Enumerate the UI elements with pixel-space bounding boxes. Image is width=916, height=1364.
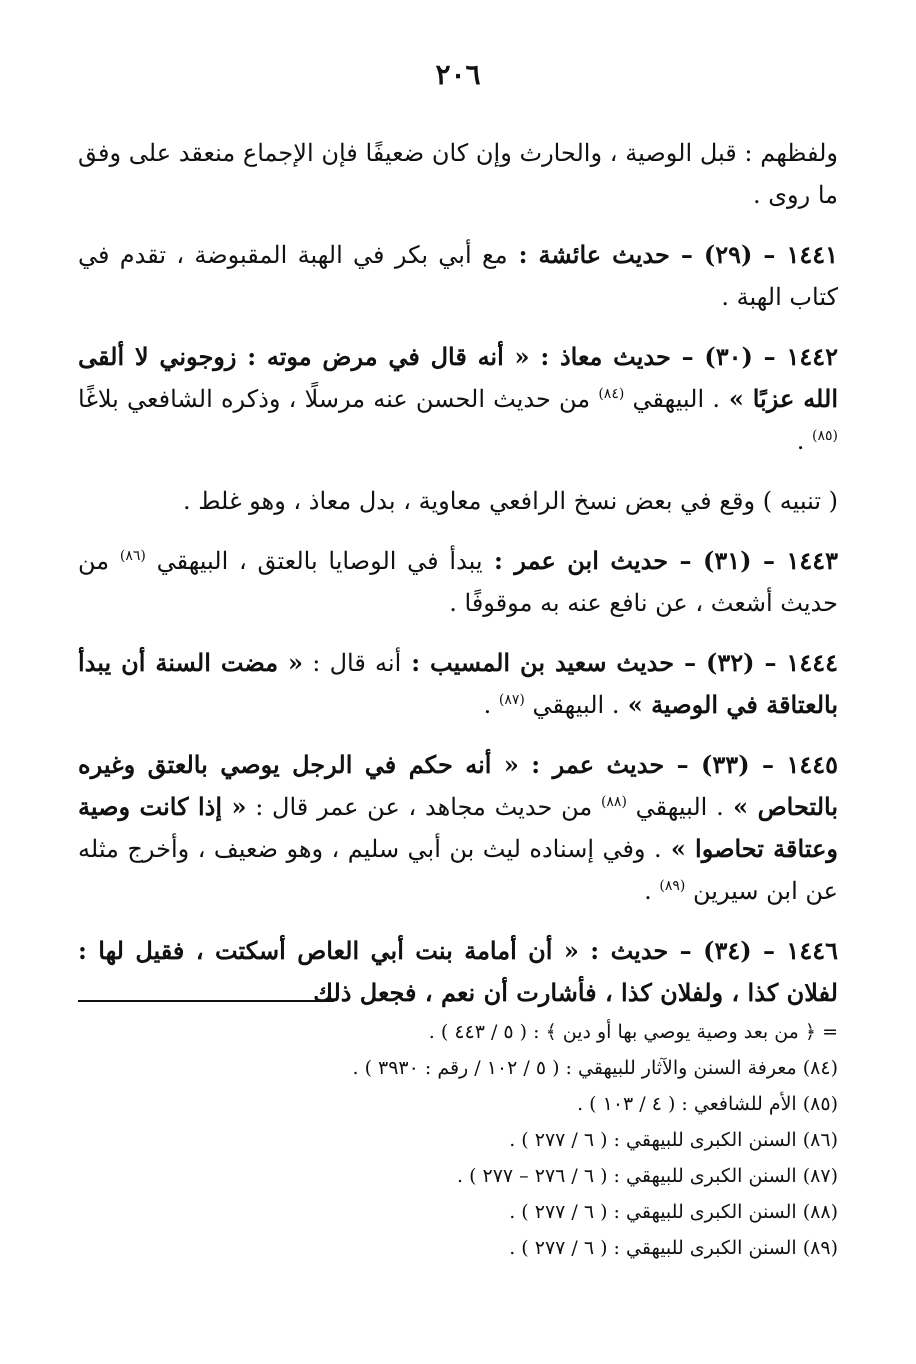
text-span: . البيهقي bbox=[626, 793, 724, 821]
footnote-item: = ﴿ من بعد وصية يوصي بها أو دين ﴾ : ( ٥ / ٤٤٣ ) . bbox=[428, 1021, 838, 1043]
paragraph bbox=[78, 540, 838, 624]
paragraph bbox=[78, 480, 838, 522]
text-span: أنه قال : bbox=[303, 649, 402, 677]
paragraph bbox=[78, 744, 838, 912]
footnote-ref: (٨٤) bbox=[598, 386, 625, 402]
footnote-item: (٨٩) السنن الكبرى للبيهقي : ( ٦ / ٢٧٧ ) . bbox=[509, 1237, 838, 1259]
footnote-item: (٨٥) الأم للشافعي : ( ٤ / ١٠٣ ) . bbox=[577, 1093, 838, 1115]
bold-text: ١٤٤٥ – (٣٣) – حديث عمر : « أنه حكم في الرجل يوصي بالعتق وغيره بالتحاص » bbox=[78, 750, 838, 821]
bold-text: « مضت السنة أن يبدأ بالعتاقة في الوصية » bbox=[78, 648, 838, 719]
text-span: ولفظهم : قبل الوصية ، والحارث وإن كان ضعيفًا فإن الإجماع منعقد على وفق ما روى . bbox=[78, 139, 839, 209]
footnote-divider bbox=[78, 1000, 334, 1002]
text-span: من حديث الحسن عنه مرسلًا ، وذكره الشافعي بلاغًا bbox=[78, 385, 599, 413]
text-span: . bbox=[644, 877, 660, 905]
paragraph bbox=[78, 642, 838, 726]
footnote-ref: (٨٩) bbox=[659, 878, 686, 894]
footnote-ref: (٨٦) bbox=[119, 548, 146, 564]
paragraph bbox=[78, 336, 838, 462]
text-span: من حديث مجاهد ، عن عمر قال : bbox=[246, 793, 601, 821]
text-span: . البيهقي bbox=[624, 385, 720, 413]
footnote-ref: (٨٥) bbox=[812, 428, 838, 444]
footnote-item: (٨٤) معرفة السنن والآثار للبيهقي : ( ٥ / ١٠٢ / رقم : ٣٩٣٠ ) . bbox=[352, 1057, 838, 1079]
bold-text: ١٤٤٢ – (٣٠) – حديث معاذ : « أنه قال في مرض موته : زوجوني لا ألقى الله عزبًا » bbox=[78, 342, 838, 413]
main-text bbox=[78, 132, 838, 1032]
paragraph bbox=[78, 234, 838, 318]
footnote-item: (٨٨) السنن الكبرى للبيهقي : ( ٦ / ٢٧٧ ) . bbox=[509, 1201, 838, 1223]
page-number: ٢٠٦ bbox=[435, 58, 481, 91]
text-span: من حديث أشعث ، عن نافع عنه به موقوفًا . bbox=[78, 547, 838, 617]
text-span: . وفي إسناده ليث بن أبي سليم ، وهو ضعيف ، وأخرج مثله عن ابن سيرين bbox=[78, 835, 838, 905]
bold-text: ١٤٤٦ – (٣٤) – حديث : « أن أمامة بنت أبي العاص أسكتت ، فقيل لها : لفلان كذا ، ولفلان كذا ، فأشارت أن نعم ، فجعل ذلك bbox=[78, 936, 838, 1007]
text-span: . البيهقي bbox=[524, 691, 620, 719]
text-span: . bbox=[483, 691, 499, 719]
bold-text: ١٤٤٣ – (٣١) – حديث ابن عمر : bbox=[482, 546, 838, 575]
bold-text: ١٤٤٤ – (٣٢) – حديث سعيد بن المسيب : bbox=[401, 648, 838, 677]
text-span: مع أبي بكر في الهبة المقبوضة ، تقدم في كتاب الهبة . bbox=[78, 241, 838, 311]
footnotes bbox=[78, 1014, 838, 1266]
footnote-item: (٨٦) السنن الكبرى للبيهقي : ( ٦ / ٢٧٧ ) . bbox=[509, 1129, 838, 1151]
bold-text: « إذا كانت وصية وعتاقة تحاصوا » bbox=[78, 792, 838, 863]
footnote-item: (٨٧) السنن الكبرى للبيهقي : ( ٦ / ٢٧٦ – ٢٧٧ ) . bbox=[456, 1165, 838, 1187]
footnote-ref: (٨٧) bbox=[498, 692, 525, 708]
text-span: يبدأ في الوصايا بالعتق ، البيهقي bbox=[145, 547, 483, 575]
bold-text: ١٤٤١ – (٢٩) – حديث عائشة : bbox=[507, 240, 838, 269]
text-span: ( تنبيه ) وقع في بعض نسخ الرافعي معاوية ، بدل معاذ ، وهو غلط . bbox=[182, 487, 838, 515]
paragraph bbox=[78, 132, 838, 216]
text-span: . bbox=[796, 427, 813, 455]
footnote-ref: (٨٨) bbox=[600, 794, 627, 810]
